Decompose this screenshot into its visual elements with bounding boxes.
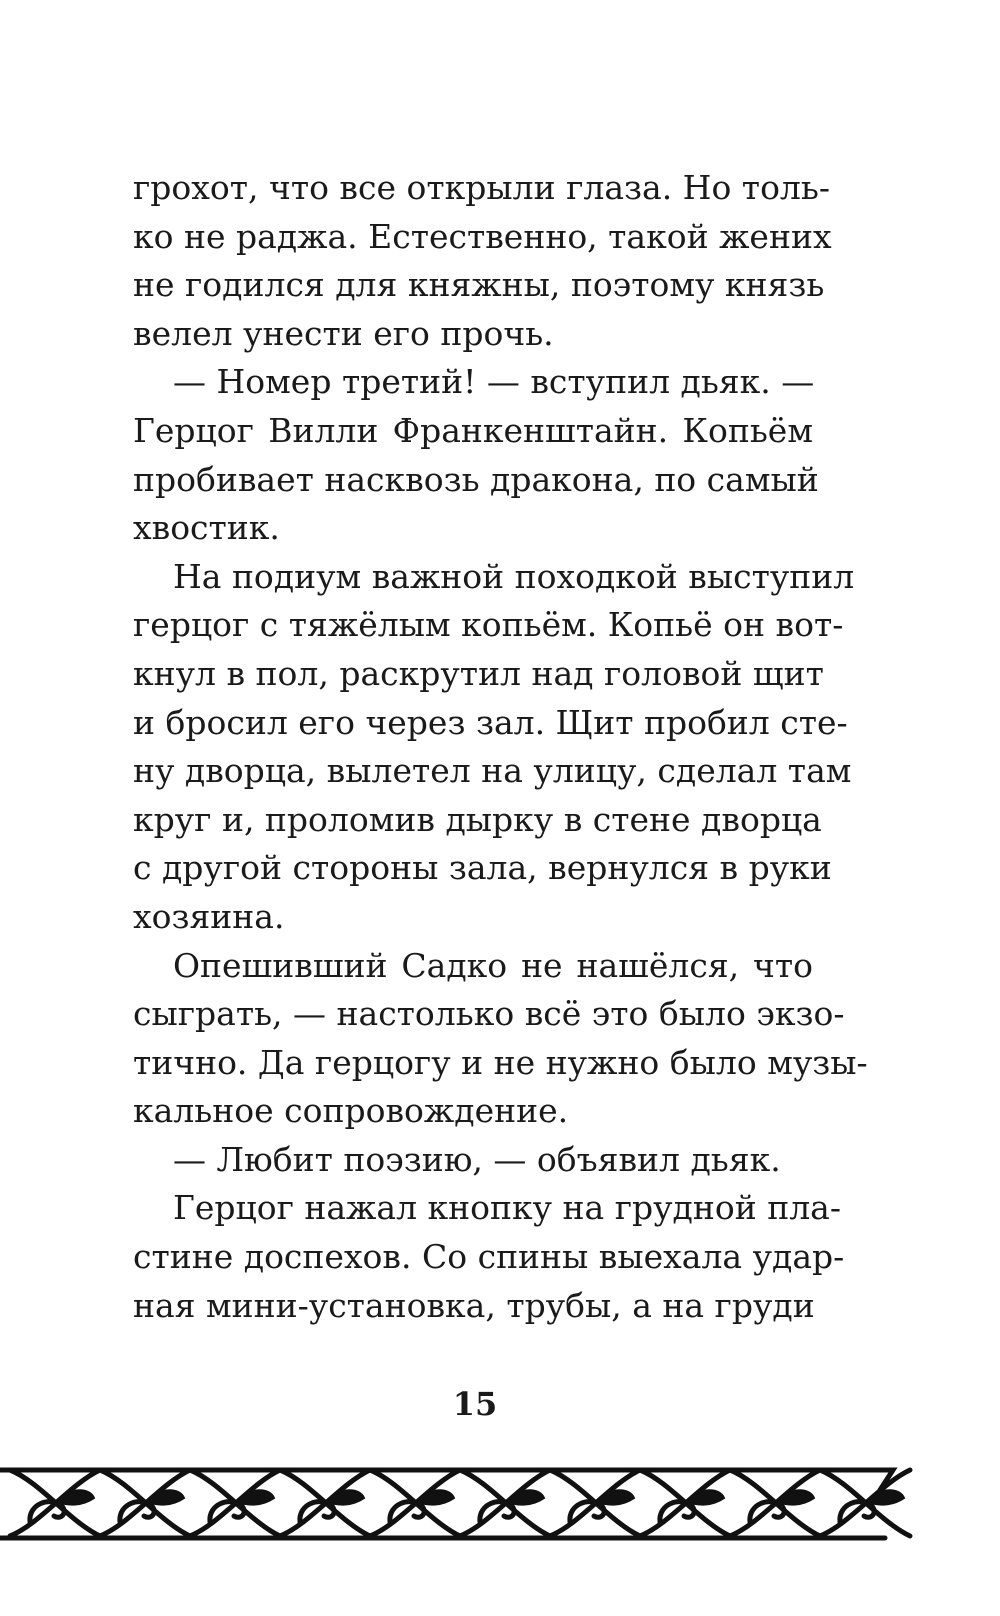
text-line: не годился для княжны, поэтому князь xyxy=(133,265,825,305)
text-line: круг и, проломив дырку в стене дворца xyxy=(133,799,822,839)
text-line: ну дворца, вылетел на улицу, сделал там xyxy=(133,751,852,791)
text-line: На подиум важной походкой выступил xyxy=(173,556,855,596)
body-text xyxy=(133,164,868,1330)
text-line: велел унести его прочь. xyxy=(133,313,554,353)
text-line: и бросил его через зал. Щит пробил сте- xyxy=(133,702,848,742)
text-line: ная мини-установка, трубы, а на груди xyxy=(133,1285,815,1325)
text-line: Герцог нажал кнопку на грудной пла- xyxy=(173,1188,841,1228)
text-line: Опешивший Садко не нашёлся, что xyxy=(173,945,813,985)
decorative-vine-border-icon xyxy=(0,1462,1000,1544)
text-line: ко не раджа. Естественно, такой жених xyxy=(133,216,832,256)
text-line: — Номер третий! — вступил дьяк. — xyxy=(173,362,815,402)
text-line: герцог с тяжёлым копьём. Копьё он вот- xyxy=(133,605,844,645)
text-line: стине доспехов. Со спины выехала удар- xyxy=(133,1237,845,1277)
text-line: грохот, что все открыли глаза. Но толь- xyxy=(133,168,831,207)
text-line: пробивает насквозь дракона, по самый xyxy=(133,459,819,499)
text-line: с другой стороны зала, вернулся в руки xyxy=(133,848,832,888)
text-line: хвостик. xyxy=(133,508,280,548)
text-line: кальное сопровождение. xyxy=(133,1091,569,1131)
page-number: 15 xyxy=(452,1385,498,1423)
text-line: сыграть, — настолько всё это было экзо- xyxy=(133,994,845,1034)
text-line: Герцог Вилли Франкенштайн. Копьём xyxy=(133,410,813,450)
text-line: тично. Да герцогу и не нужно было музы- xyxy=(133,1042,868,1082)
text-line: кнул в пол, раскрутил над головой щит xyxy=(133,653,824,693)
text-line: хозяина. xyxy=(133,896,285,936)
text-line: — Любит поэзию, — объявил дьяк. xyxy=(173,1139,781,1179)
